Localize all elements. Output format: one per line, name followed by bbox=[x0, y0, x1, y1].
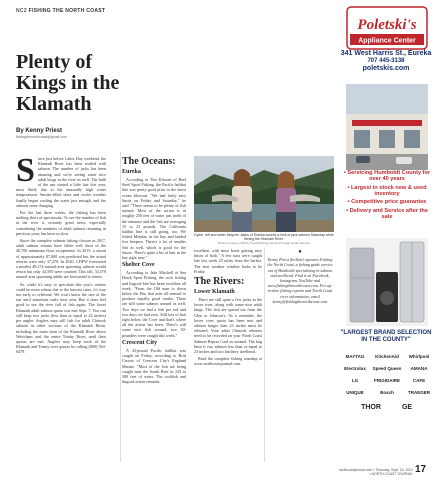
brand-logo: TRAEGER bbox=[407, 390, 430, 395]
store-features bbox=[340, 170, 434, 222]
page-header bbox=[16, 8, 105, 14]
paragraph: Since the complete salmon fishing closure in 2017, adult salmon returns have fallen well short of the 40,700 minimum floor escapement. In 2019, a return of approximately 87,000 was predicted but the actual returns were only 37,270. In 2020, CDFW forecasted a modest 48,274 natural-area spawning salmon would return but only 34,595 were counted. This fall, 33,578 natural area spawning adults are forecasted to return. bbox=[16, 238, 106, 280]
column-rule bbox=[120, 152, 121, 462]
section-title: FISHING THE NORTH COAST bbox=[28, 8, 106, 14]
paragraph: So, while it's easy to speculate this year's returns could be more robust due to the harvest rates, it's way too early to celebrate. We won't know the size of the run until sometime early next year. But it does feel good to see the river full of fish again. The lower Klamath adult salmon quota was met Sept. 7. You can still keep two jacks (less than or equal to 23 inches) per angler. Anglers may still fish for adult Chinook salmon in other sections of the Klamath Basin, including the main stem of the Klamath River above Weitchpec and the entire Trinity River, until their quotas are met. Anglers may keep track of the Klamath and Trinity river quotas by calling (800) 564-6479. bbox=[16, 281, 106, 355]
page-number: 17 bbox=[415, 464, 427, 475]
brand-logos bbox=[340, 348, 434, 458]
paragraph: excellent, with most boats getting easy limits of both." A few tuna were caught late last week 25 miles from the harbor. The next weather window looks to be Friday. bbox=[194, 248, 262, 274]
logo-name: Poletski's bbox=[357, 17, 417, 33]
brand-logo: GE bbox=[401, 404, 413, 411]
article-photo bbox=[194, 156, 334, 232]
article-title: Plenty of Kings in the Klamath bbox=[16, 51, 120, 115]
logo-subtitle: Appliance Center bbox=[358, 37, 416, 45]
paragraph: Since just before Labor Day weekend, the Klamath River has been stuffed with salmon. The number of jacks has been amazing and we're seeing some nice adult kings in the river as well. The bulk of the run started a little late this year, most likely due to the unusually high water temperatures. Smoke-filled skies and cooler weather finally began cooling the water just enough, and the salmon came charging. bbox=[16, 152, 106, 208]
store-photo bbox=[346, 84, 428, 170]
paragraph: According to Tim Klassen of Reel Steel Sport Fishing, the Pacific halibut bite was pretty good prior to the latest ocean blowout. "We had fairly easy limits on Friday and Saturday," he said. "There seems to be plenty of fish around. Most of the action is in roughly 250 feet of water just north of the entrance and the fish are averaging 15 to 25 pounds. The California halibut bite is still going, too. We fished Monday in the bay and landed five keepers. There's a lot of smaller fish as well, which is good for the future. There's quite a bit of bait in the bay right now." bbox=[122, 177, 186, 261]
photo-illustration bbox=[194, 156, 334, 232]
brand-logo: UNIQUE bbox=[346, 390, 364, 395]
feature-item: • Largest in stock new & used inventory bbox=[347, 184, 427, 197]
brand-logo: AMANA bbox=[410, 366, 428, 371]
brand-logo: CAFE bbox=[412, 378, 426, 383]
feature-item: • Competitive price guarantee bbox=[347, 199, 427, 205]
eureka-heading: Eureka bbox=[122, 169, 141, 175]
store-contact bbox=[338, 50, 434, 73]
article-column-1 bbox=[16, 152, 106, 357]
bullet-icon: ● bbox=[298, 249, 302, 255]
store-website[interactable]: poletskis.com bbox=[362, 65, 410, 72]
appliances-photo bbox=[346, 238, 428, 326]
store-address: 341 West Harris St., Eureka bbox=[340, 50, 432, 57]
column-rule bbox=[264, 248, 265, 462]
brand-logo: Bosch bbox=[380, 390, 394, 395]
photo-caption: Kylee, left and sister Maycee Jacks of Eureka scored a limit of jack salmon Saturday while fishing the Klamath River. Photo courtesy of Betty Priest/Fishing the North Coast Guide Service bbox=[194, 233, 334, 246]
oceans-heading: The Oceans: bbox=[122, 156, 176, 167]
page-footer: northcoastjournal.com • Thursday, Sept. 16, 2021 • NORTH COAST JOURNAL bbox=[338, 468, 413, 476]
shelter-cove-heading: Shelter Cove bbox=[122, 262, 155, 269]
poletskis-logo bbox=[346, 6, 428, 50]
drop-cap: S bbox=[16, 152, 35, 189]
photo-credit: Photo courtesy of Betty Priest/Fishing the North Coast Guide Service bbox=[218, 241, 310, 246]
paragraph: Read the complete fishing roundup at www.northcoastjournal.com. bbox=[194, 356, 262, 367]
paragraph: There are still quite a few jacks in the lower river, along with some nice adult kings. The fish are spread out from the Glen to Johnson's. As a reminder, the lower river quota has been met and salmon longer than 23 inches must be released. Your adult Chinook releases need to be recorded on your North Coast Salmon Report Card as normal. The bag limit is two salmon less than or equal to 23 inches and two hatchery steelhead. bbox=[194, 297, 262, 355]
lower-klamath-heading: Lower Klamath bbox=[194, 289, 235, 296]
article-column-3 bbox=[194, 248, 262, 369]
brand-logo: Electrolux bbox=[344, 366, 366, 371]
largest-brand-slogan: "LARGEST BRAND SELECTION IN THE COUNTY" bbox=[340, 330, 432, 343]
article-column-4 bbox=[266, 248, 334, 306]
brand-logo: Whirlpool bbox=[408, 354, 430, 359]
page-number-top: NC2 bbox=[16, 8, 27, 14]
rivers-heading: The Rivers: bbox=[194, 276, 245, 288]
brand-logo: THOR bbox=[361, 404, 381, 411]
author-bio: Kenny Priest (he/him) operates Fishing the North Coast, a fishing guide service out of Humboldt specializing in salmon and steelhead. Find it on Facebook, Instagram, YouTube and www.fishingthenorthcoast.com. For up-to-date fishing reports and North Coast river information, email kenny@fishingthenorthcoast.com bbox=[267, 257, 333, 304]
brand-logo: LG bbox=[351, 378, 359, 383]
store-phone[interactable]: 707 445-3138 bbox=[367, 58, 405, 64]
article-column-2 bbox=[122, 156, 186, 386]
paragraph: According to Jake Mitchell of Sea Hawk Sport Fishing, the rock fishing and lingcod bite has been excellent all week. "From the Old man to down below the Hat, that area all seemed to produce equally good results. There are still some salmon around as well. Two days we had a fish per rod and two days we had zero. Still lots of bait right below the Cove and that's where all the action has been. There's still some nice fish around, two 30-pounders were caught this week." bbox=[122, 270, 186, 338]
feature-item: • Delivery and Service after the sale bbox=[346, 207, 428, 220]
brand-logo: Speed Queen bbox=[372, 366, 402, 371]
brand-logo: FRIGIDAIRE bbox=[373, 378, 400, 383]
paragraph: For the last three weeks, the fishing has been nothing short of spectacular. To see the number of fish in the river is certainly good news, especially considering the numbers of adult salmon returning in previous years has been so slow. bbox=[16, 210, 106, 236]
feature-item: • Servicing Humboldt County for over 40 years bbox=[343, 170, 431, 182]
byline: By Kenny Priest bbox=[16, 128, 63, 134]
brand-logo: KitchenAid bbox=[375, 354, 399, 359]
brand-logo: MAYTAG bbox=[345, 354, 365, 359]
crescent-city-heading: Crescent City bbox=[122, 339, 158, 346]
paragraph: A 43-pound Pacific halibut was caught on Friday, according to Britt Carson of Crescent City's Englund Marine. "Most of the fish are being caught near the South Reef in 225 to 300 feet of water. The rockfish and lingcod action remains bbox=[122, 347, 186, 385]
author-email[interactable]: fishingthenorthcoast@gmail.com bbox=[16, 135, 67, 139]
